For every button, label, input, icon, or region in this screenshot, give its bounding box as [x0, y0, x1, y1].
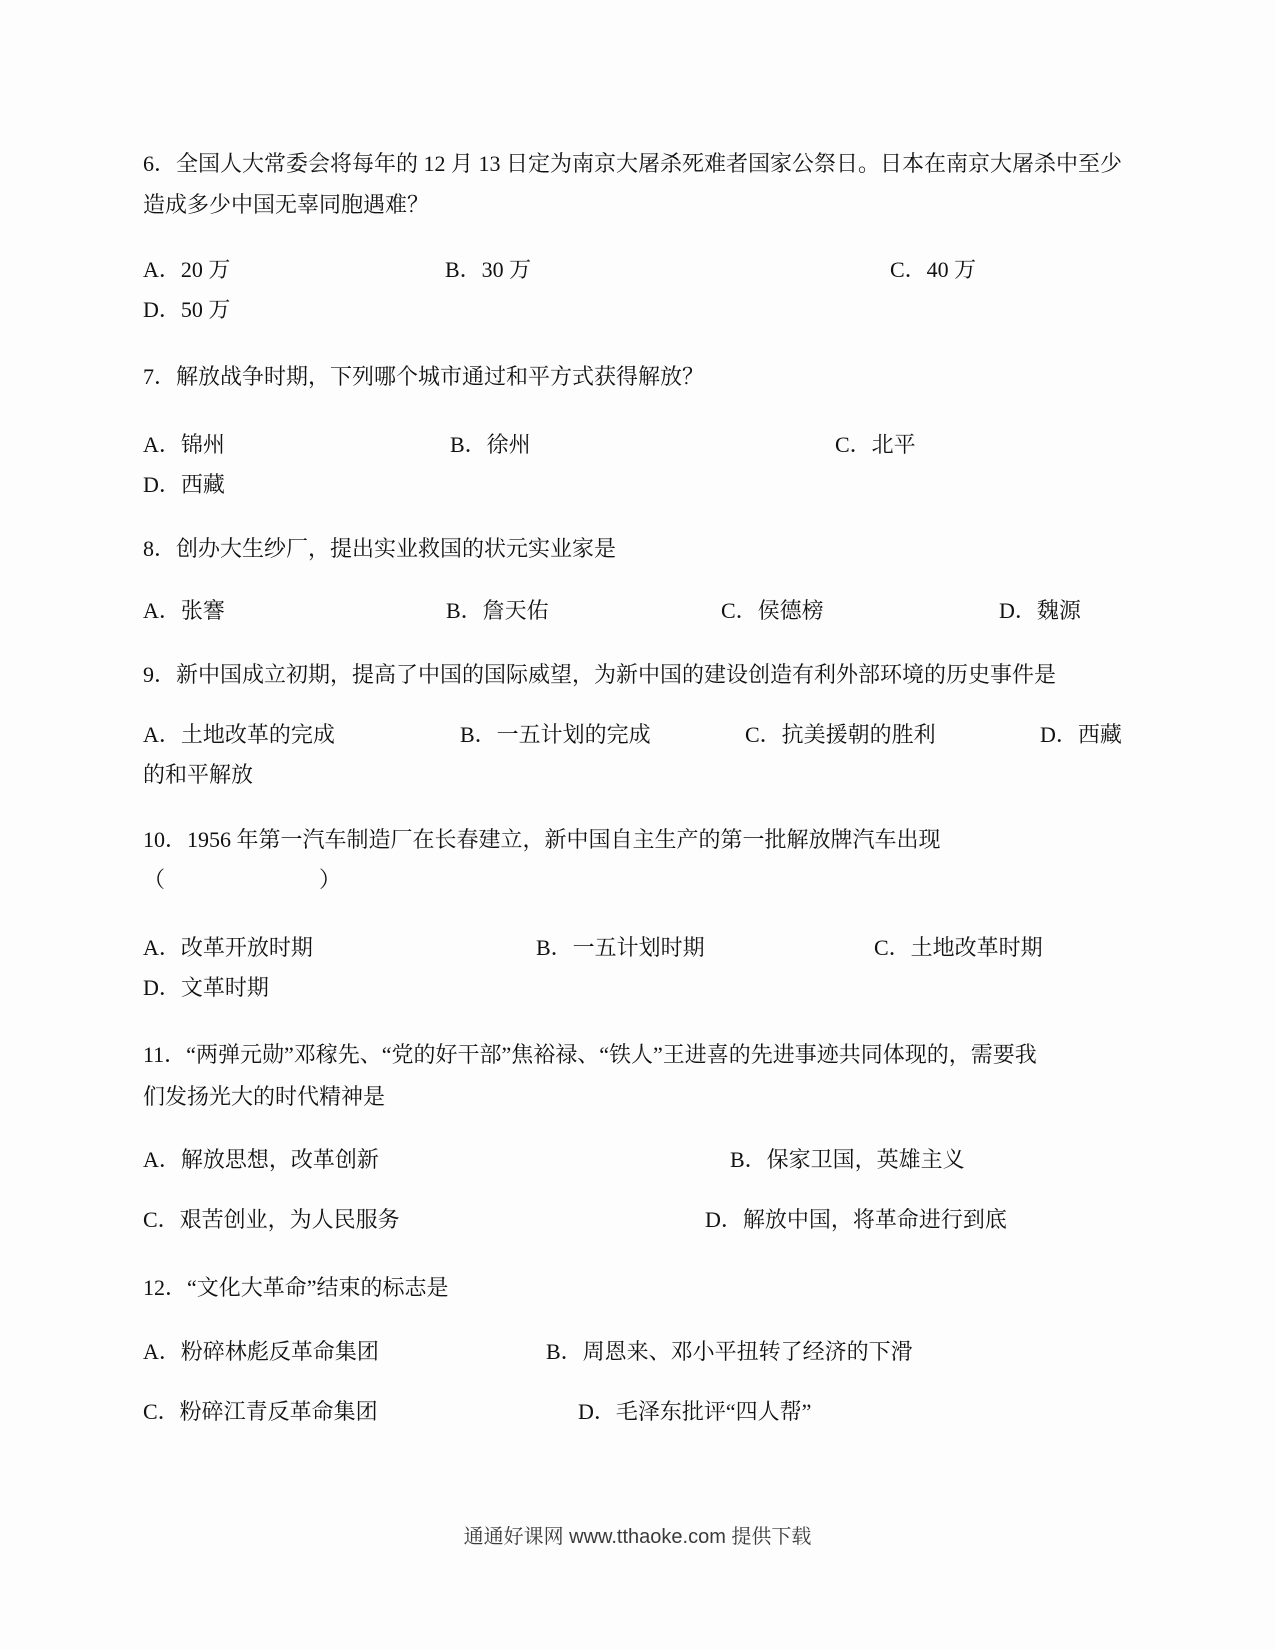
option-c: C．艰苦创业，为人民服务: [143, 1207, 400, 1232]
option-a: A．土地改革的完成: [143, 722, 335, 747]
question-stem-line: 7．解放战争时期，下列哪个城市通过和平方式获得解放？: [143, 364, 705, 389]
question-stem-line: 6．全国人大常委会将每年的 12 月 13 日定为南京大屠杀死难者国家公祭日。日本在南京大屠杀中至少: [143, 151, 1123, 176]
option-c: C．土地改革时期: [874, 935, 1043, 960]
option-d: D．毛泽东批评“四人帮”: [578, 1399, 812, 1424]
option-d: D．50 万: [143, 297, 231, 322]
option-d: D．文革时期: [143, 975, 269, 1000]
option-b: B．30 万: [445, 257, 532, 282]
question-stem-line: 8．创办大生纱厂，提出实业救国的状元实业家是: [143, 536, 617, 561]
option-d: D．西藏: [1040, 722, 1122, 747]
option-c: C．粉碎江青反革命集团: [143, 1399, 378, 1424]
footer-watermark: 通通好课网 www.tthaoke.com 提供下载: [463, 1526, 812, 1548]
question-stem-line-parens: （ ）: [143, 867, 342, 892]
option-d: D．魏源: [999, 598, 1081, 623]
question-stem-line: 造成多少中国无辜同胞遇难？: [143, 192, 430, 217]
option-c: C．侯德榜: [721, 598, 824, 623]
option-a: A．改革开放时期: [143, 935, 313, 960]
option-a: A．张謇: [143, 598, 225, 623]
option-a: A．解放思想，改革创新: [143, 1147, 379, 1172]
option-d: D．解放中国，将革命进行到底: [705, 1207, 1007, 1232]
option-a: A．锦州: [143, 432, 225, 457]
option-a: A．20 万: [143, 257, 231, 282]
option-b: B．周恩来、邓小平扭转了经济的下滑: [546, 1339, 913, 1364]
option-b: B．一五计划时期: [536, 935, 705, 960]
option-c: C．北平: [835, 432, 916, 457]
question-stem-line: 12．“文化大革命”结束的标志是: [143, 1275, 449, 1300]
question-stem-line: 11．“两弹元勋”邓稼先、“党的好干部”焦裕禄、“铁人”王进喜的先进事迹共同体现的，需要我: [143, 1042, 1037, 1067]
option-b: B．詹天佑: [446, 598, 549, 623]
option-b: B．徐州: [450, 432, 531, 457]
question-stem-line: 10．1956 年第一汽车制造厂在长春建立，新中国自主生产的第一批解放牌汽车出现: [143, 827, 941, 852]
option-c: C．抗美援朝的胜利: [745, 722, 936, 747]
option-b: B．一五计划的完成: [460, 722, 651, 747]
question-stem-line: 9．新中国成立初期，提高了中国的国际威望，为新中国的建设创造有利外部环境的历史事件是: [143, 662, 1057, 687]
question-stem-line: 们发扬光大的时代精神是: [143, 1084, 386, 1109]
option-b: B．保家卫国，英雄主义: [730, 1147, 965, 1172]
option-c: C．40 万: [890, 257, 977, 282]
option-d: D．西藏: [143, 472, 225, 497]
option-a: A．粉碎林彪反革命集团: [143, 1339, 379, 1364]
option-d-continuation: 的和平解放: [143, 762, 254, 787]
